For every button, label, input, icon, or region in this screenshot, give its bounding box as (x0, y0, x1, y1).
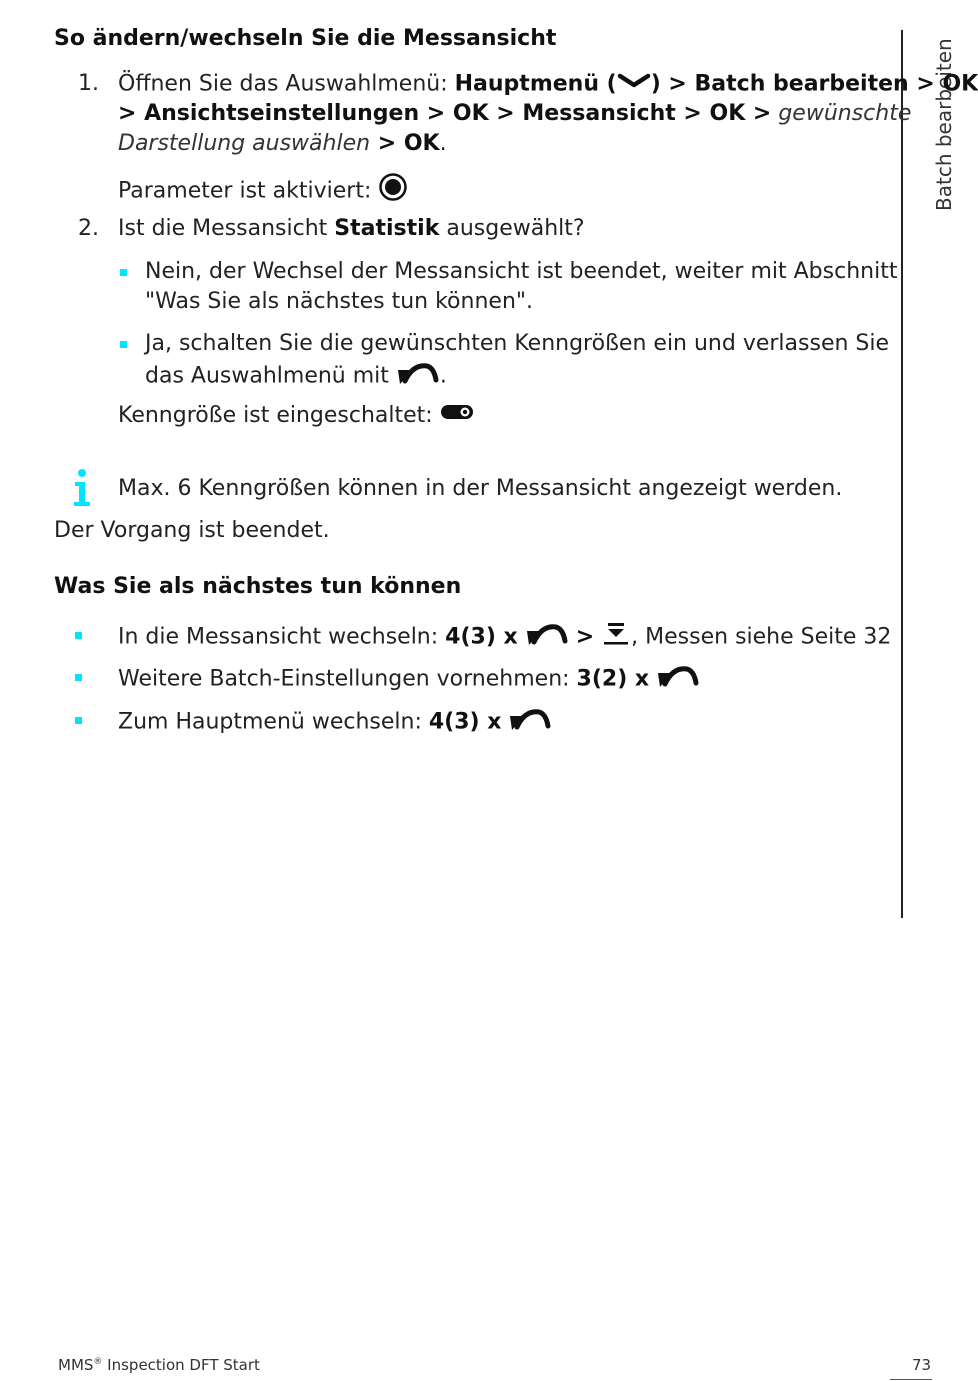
measure-view-icon (601, 620, 631, 655)
side-tab (908, 28, 956, 213)
next-step-item: Zum Hauptmenü wechseln: 4(3) x (118, 705, 552, 740)
step-1-line-1: Öffnen Sie das Auswahlmenü: Hauptmenü ( ) > Batch bearbeiten > OK (118, 69, 978, 100)
page-number: 73 (912, 1356, 932, 1374)
bullet-square (75, 674, 82, 681)
info-icon (70, 468, 94, 512)
page-number-underline (890, 1379, 932, 1380)
step-number: 1. (78, 71, 99, 96)
step-1-line-3: Darstellung auswählen > OK. (118, 131, 447, 156)
back-arrow-icon (656, 662, 700, 697)
step-number: 2. (78, 216, 99, 241)
next-step-item: In die Messansicht wechseln: 4(3) x > , Messen siehe Seite 32 (118, 620, 891, 655)
bullet-line: "Was Sie als nächstes tun können". (145, 289, 533, 314)
bullet-square (75, 717, 82, 724)
footer-product: MMS® Inspection DFT Start (58, 1356, 260, 1374)
info-note: Max. 6 Kenngrößen können in der Messansicht angezeigt werden. (118, 476, 843, 501)
switch-on-line: Kenngröße ist eingeschaltet: (118, 401, 474, 431)
chevron-down-icon (617, 69, 651, 100)
side-tab-label: Batch bearbeiten (932, 38, 956, 211)
bullet-square (120, 341, 127, 348)
toggle-on-icon (440, 401, 474, 431)
bullet-square (75, 632, 82, 639)
radio-selected-icon (378, 172, 408, 211)
section-heading: Was Sie als nächstes tun können (54, 574, 462, 599)
next-step-item: Weitere Batch-Einstellungen vornehmen: 3(2) x (118, 662, 700, 697)
bullet-square (120, 269, 127, 276)
back-arrow-icon (508, 705, 552, 740)
back-arrow-icon (525, 620, 569, 655)
parameter-active-line: Parameter ist aktiviert: (118, 172, 408, 211)
side-divider (901, 30, 903, 918)
bullet-line: das Auswahlmenü mit . (145, 359, 447, 394)
section-heading: So ändern/wechseln Sie die Messansicht (54, 26, 557, 51)
step-1-line-2: > Ansichtseinstellungen > OK > Messansicht > OK > gewünschte (118, 101, 912, 126)
back-arrow-icon (396, 359, 440, 394)
done-text: Der Vorgang ist beendet. (54, 518, 330, 543)
bullet-line: Ja, schalten Sie die gewünschten Kenngrößen ein und verlassen Sie (145, 331, 890, 356)
step-2-line: Ist die Messansicht Statistik ausgewählt? (118, 216, 585, 241)
bullet-line: Nein, der Wechsel der Messansicht ist beendet, weiter mit Abschnitt (145, 259, 898, 284)
